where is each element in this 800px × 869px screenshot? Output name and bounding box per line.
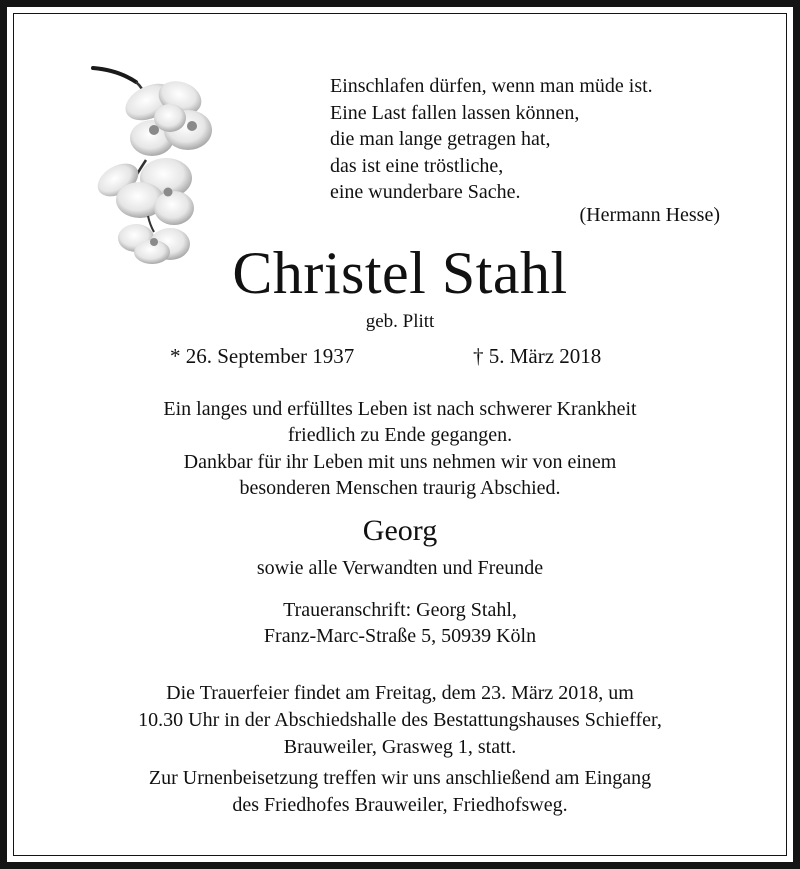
message-line: Dankbar für ihr Leben mit uns nehmen wir von einem	[183, 451, 617, 473]
ceremony-info	[0, 680, 800, 761]
message-paragraph-1	[0, 396, 800, 448]
message-paragraph-2	[0, 449, 800, 501]
poem-line: das ist eine tröstliche,	[330, 154, 504, 177]
urn-burial-info	[0, 765, 800, 819]
message-line: besonderen Menschen traurig Abschied.	[239, 477, 561, 499]
relatives: sowie alle Verwandten und Freunde	[256, 557, 544, 579]
message-line: friedlich zu Ende gegangen.	[287, 424, 513, 446]
deceased-name: Christel Stahl	[232, 240, 568, 306]
poem-line: Einschlafen dürfen, wenn man müde ist.	[330, 75, 653, 97]
urn-line: des Friedhofes Brauweiler, Friedhofsweg.	[232, 794, 568, 816]
poem-line: Eine Last fallen lassen können,	[330, 101, 580, 124]
orchid-flower-middle	[92, 157, 194, 225]
ceremony-line: Brauweiler, Grasweg 1, statt.	[283, 736, 517, 758]
urn-line: Zur Urnenbeisetzung treffen wir uns anschließend am Eingang	[148, 767, 652, 789]
orchid-flower-top	[120, 75, 212, 156]
maiden-name: geb. Plitt	[365, 311, 435, 332]
poem-author: (Hermann Hesse)	[579, 204, 720, 226]
ceremony-line: Die Trauerfeier findet am Freitag, dem 23. März 2018, um	[166, 682, 634, 704]
signer-name: Georg	[362, 514, 438, 547]
orchid-image	[88, 60, 238, 265]
message-line: Ein langes und erfülltes Leben ist nach schwerer Krankheit	[163, 398, 637, 420]
death-date: † 5. März 2018	[473, 344, 602, 368]
address-line: Franz-Marc-Straße 5, 50939 Köln	[263, 625, 537, 647]
ceremony-line: 10.30 Uhr in der Abschiedshalle des Bestattungshauses Schieffer,	[138, 709, 662, 731]
birth-date: * 26. September 1937	[170, 344, 355, 368]
mourning-address	[0, 597, 800, 649]
poem	[330, 73, 653, 206]
poem-line: die man lange getragen hat,	[330, 128, 551, 150]
poem-line: eine wunderbare Sache.	[330, 181, 521, 203]
address-line: Traueranschrift: Georg Stahl,	[283, 599, 517, 621]
